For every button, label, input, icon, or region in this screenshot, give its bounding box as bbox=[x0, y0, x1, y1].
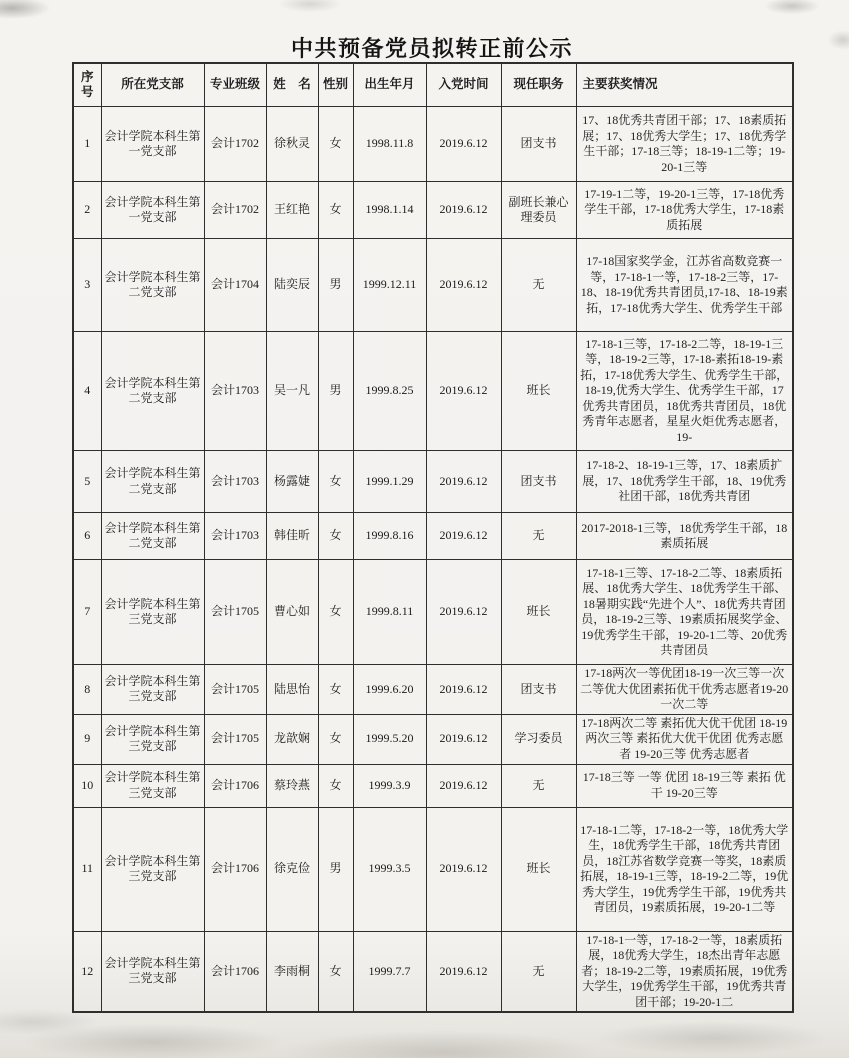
cell-branch: 会计学院本科生第三党支部 bbox=[101, 560, 204, 665]
cell-name: 吴一凡 bbox=[266, 332, 318, 451]
cell-seq: 7 bbox=[73, 560, 101, 665]
cell-join-date: 2019.6.12 bbox=[426, 451, 501, 513]
table-row bbox=[73, 182, 793, 239]
cell-birth-date: 1999.8.11 bbox=[353, 560, 426, 665]
cell-gender: 女 bbox=[318, 931, 353, 1012]
cell-awards: 17-19-1二等，19-20-1三等，17-18优秀学生干部，17-18优秀大学生，17-18素质拓展 bbox=[576, 182, 793, 239]
cell-join-date: 2019.6.12 bbox=[426, 714, 501, 764]
cell-join-date: 2019.6.12 bbox=[426, 239, 501, 332]
header-awards: 主要获奖情况 bbox=[576, 63, 793, 107]
page-title: 中共预备党员拟转正前公示 bbox=[290, 36, 573, 61]
cell-birth-date: 1999.12.11 bbox=[353, 239, 426, 332]
header-name: 姓 名 bbox=[266, 63, 318, 107]
cell-seq: 3 bbox=[73, 239, 101, 332]
cell-awards: 17-18两次二等 素拓优大优干优团 18-19两次三等 素拓优大优干优团 优秀志愿者 19-20三等 优秀志愿者 bbox=[576, 714, 793, 764]
cell-join-date: 2019.6.12 bbox=[426, 182, 501, 239]
cell-join-date: 2019.6.12 bbox=[426, 513, 501, 560]
header-join-date: 入党时间 bbox=[426, 63, 501, 107]
notice-table bbox=[72, 62, 794, 1013]
cell-branch: 会计学院本科生第三党支部 bbox=[101, 931, 204, 1012]
table-row bbox=[73, 764, 793, 807]
cell-gender: 女 bbox=[318, 764, 353, 807]
cell-branch: 会计学院本科生第二党支部 bbox=[101, 332, 204, 451]
cell-name: 陆奕辰 bbox=[266, 239, 318, 332]
cell-class: 会计1704 bbox=[204, 239, 266, 332]
cell-seq: 9 bbox=[73, 714, 101, 764]
cell-branch: 会计学院本科生第三党支部 bbox=[101, 714, 204, 764]
cell-birth-date: 1998.1.14 bbox=[353, 182, 426, 239]
cell-birth-date: 1998.11.8 bbox=[353, 107, 426, 182]
cell-join-date: 2019.6.12 bbox=[426, 332, 501, 451]
table-row bbox=[73, 513, 793, 560]
cell-seq: 6 bbox=[73, 513, 101, 560]
header-position: 现任职务 bbox=[501, 63, 576, 107]
cell-join-date: 2019.6.12 bbox=[426, 764, 501, 807]
cell-position: 无 bbox=[501, 513, 576, 560]
cell-gender: 女 bbox=[318, 714, 353, 764]
cell-class: 会计1706 bbox=[204, 807, 266, 931]
header-branch: 所在党支部 bbox=[101, 63, 204, 107]
cell-position: 无 bbox=[501, 931, 576, 1012]
cell-position: 班长 bbox=[501, 332, 576, 451]
cell-name: 韩佳昕 bbox=[266, 513, 318, 560]
cell-seq: 4 bbox=[73, 332, 101, 451]
cell-awards: 2017-2018-1三等，18优秀学生干部，18素质拓展 bbox=[576, 513, 793, 560]
cell-class: 会计1703 bbox=[204, 451, 266, 513]
table-row bbox=[73, 931, 793, 1012]
cell-awards: 17-18两次一等优团18-19一次三等一次二等优大优团素拓优干优秀志愿者19-20一次二等 bbox=[576, 665, 793, 715]
table-row bbox=[73, 807, 793, 931]
cell-position: 团支书 bbox=[501, 665, 576, 715]
cell-class: 会计1705 bbox=[204, 665, 266, 715]
cell-name: 王红艳 bbox=[266, 182, 318, 239]
cell-branch: 会计学院本科生第二党支部 bbox=[101, 239, 204, 332]
cell-name: 徐克俭 bbox=[266, 807, 318, 931]
cell-gender: 女 bbox=[318, 513, 353, 560]
cell-awards: 17-18国家奖学金，江苏省高数竞赛一等，17-18-1一等，17-18-2三等，17-18、18-19优秀共青团员,17-18、18-19素拓，17-18优秀大学生、优秀学生干部 bbox=[576, 239, 793, 332]
table-row bbox=[73, 714, 793, 764]
cell-seq: 11 bbox=[73, 807, 101, 931]
cell-name: 李雨桐 bbox=[266, 931, 318, 1012]
cell-awards: 17-18-1二等，17-18-2一等，18优秀大学生，18优秀学生干部，18优秀共青团员，18江苏省数学竞赛一等奖，18素质拓展，18-19-1三等，18-19-2二等，19优秀大学生，19优秀学生干部，19优秀共青团员，19素质拓展，19-20-1二等 bbox=[576, 807, 793, 931]
cell-gender: 女 bbox=[318, 107, 353, 182]
cell-seq: 5 bbox=[73, 451, 101, 513]
cell-birth-date: 1999.3.5 bbox=[353, 807, 426, 931]
cell-class: 会计1706 bbox=[204, 764, 266, 807]
table-row bbox=[73, 451, 793, 513]
cell-position: 团支书 bbox=[501, 451, 576, 513]
cell-awards: 17-18三等 一等 优团 18-19三等 素拓 优干 19-20三等 bbox=[576, 764, 793, 807]
cell-gender: 女 bbox=[318, 560, 353, 665]
cell-name: 蔡玲燕 bbox=[266, 764, 318, 807]
cell-branch: 会计学院本科生第二党支部 bbox=[101, 451, 204, 513]
cell-branch: 会计学院本科生第一党支部 bbox=[101, 107, 204, 182]
cell-branch: 会计学院本科生第一党支部 bbox=[101, 182, 204, 239]
cell-join-date: 2019.6.12 bbox=[426, 665, 501, 715]
cell-awards: 17-18-1三等、17-18-2二等、18素质拓展、18优秀大学生、18优秀学生干部、18暑期实践“先进个人”、18优秀共青团员，18-19-2三等、19素质拓展奖学金、19优秀学生干部，19-20-1二等、20优秀共青团员 bbox=[576, 560, 793, 665]
cell-gender: 女 bbox=[318, 182, 353, 239]
table-row bbox=[73, 107, 793, 182]
cell-birth-date: 1999.8.16 bbox=[353, 513, 426, 560]
cell-birth-date: 1999.7.7 bbox=[353, 931, 426, 1012]
cell-name: 曹心如 bbox=[266, 560, 318, 665]
cell-position: 副班长兼心理委员 bbox=[501, 182, 576, 239]
cell-gender: 女 bbox=[318, 665, 353, 715]
cell-gender: 男 bbox=[318, 239, 353, 332]
cell-branch: 会计学院本科生第三党支部 bbox=[101, 764, 204, 807]
cell-awards: 17-18-2、18-19-1三等，17、18素质扩展，17、18优秀学生干部，18、19优秀社团干部，18优秀共青团 bbox=[576, 451, 793, 513]
cell-awards: 17-18-1一等，17-18-2一等，18素质拓展，18优秀大学生，18杰出青年志愿者；18-19-2二等，19素质拓展，19优秀大学生，19优秀学生干部，19优秀共青团干部；19-20-1二 bbox=[576, 931, 793, 1012]
cell-class: 会计1702 bbox=[204, 107, 266, 182]
cell-branch: 会计学院本科生第二党支部 bbox=[101, 513, 204, 560]
cell-class: 会计1705 bbox=[204, 560, 266, 665]
cell-class: 会计1702 bbox=[204, 182, 266, 239]
cell-awards: 17-18-1三等，17-18-2二等，18-19-1三等，18-19-2三等，17-18-素拓18-19-素拓，17-18优秀大学生、优秀学生干部，18-19,优秀大学生、优秀学生干部，17优秀共青团员，18优秀共青团员，18优秀青年志愿者，星星火炬优秀志愿者，19- bbox=[576, 332, 793, 451]
header-class: 专业班级 bbox=[204, 63, 266, 107]
table-row bbox=[73, 665, 793, 715]
table-row bbox=[73, 239, 793, 332]
table-row bbox=[73, 560, 793, 665]
header-seq: 序号 bbox=[73, 63, 101, 107]
cell-position: 无 bbox=[501, 764, 576, 807]
cell-branch: 会计学院本科生第三党支部 bbox=[101, 665, 204, 715]
cell-name: 杨露婕 bbox=[266, 451, 318, 513]
cell-position: 班长 bbox=[501, 807, 576, 931]
cell-seq: 1 bbox=[73, 107, 101, 182]
cell-birth-date: 1999.5.20 bbox=[353, 714, 426, 764]
cell-class: 会计1703 bbox=[204, 513, 266, 560]
cell-birth-date: 1999.6.20 bbox=[353, 665, 426, 715]
cell-join-date: 2019.6.12 bbox=[426, 560, 501, 665]
cell-class: 会计1705 bbox=[204, 714, 266, 764]
cell-position: 团支书 bbox=[501, 107, 576, 182]
cell-join-date: 2019.6.12 bbox=[426, 931, 501, 1012]
cell-join-date: 2019.6.12 bbox=[426, 107, 501, 182]
cell-seq: 2 bbox=[73, 182, 101, 239]
cell-birth-date: 1999.3.9 bbox=[353, 764, 426, 807]
cell-position: 班长 bbox=[501, 560, 576, 665]
cell-name: 徐秋灵 bbox=[266, 107, 318, 182]
cell-seq: 12 bbox=[73, 931, 101, 1012]
cell-name: 陆思怡 bbox=[266, 665, 318, 715]
cell-awards: 17、18优秀共青团干部；17、18素质拓展；17、18优秀大学生；17、18优秀学生干部；17-18三等；18-19-1二等；19-20-1三等 bbox=[576, 107, 793, 182]
cell-gender: 女 bbox=[318, 451, 353, 513]
cell-birth-date: 1999.1.29 bbox=[353, 451, 426, 513]
cell-name: 龙歆娴 bbox=[266, 714, 318, 764]
cell-position: 无 bbox=[501, 239, 576, 332]
header-gender: 性别 bbox=[318, 63, 353, 107]
cell-branch: 会计学院本科生第三党支部 bbox=[101, 807, 204, 931]
cell-birth-date: 1999.8.25 bbox=[353, 332, 426, 451]
cell-class: 会计1706 bbox=[204, 931, 266, 1012]
cell-gender: 男 bbox=[318, 807, 353, 931]
cell-class: 会计1703 bbox=[204, 332, 266, 451]
header-birth-date: 出生年月 bbox=[353, 63, 426, 107]
cell-seq: 8 bbox=[73, 665, 101, 715]
cell-join-date: 2019.6.12 bbox=[426, 807, 501, 931]
cell-position: 学习委员 bbox=[501, 714, 576, 764]
header-row bbox=[73, 63, 793, 107]
cell-gender: 男 bbox=[318, 332, 353, 451]
cell-seq: 10 bbox=[73, 764, 101, 807]
table-row bbox=[73, 332, 793, 451]
